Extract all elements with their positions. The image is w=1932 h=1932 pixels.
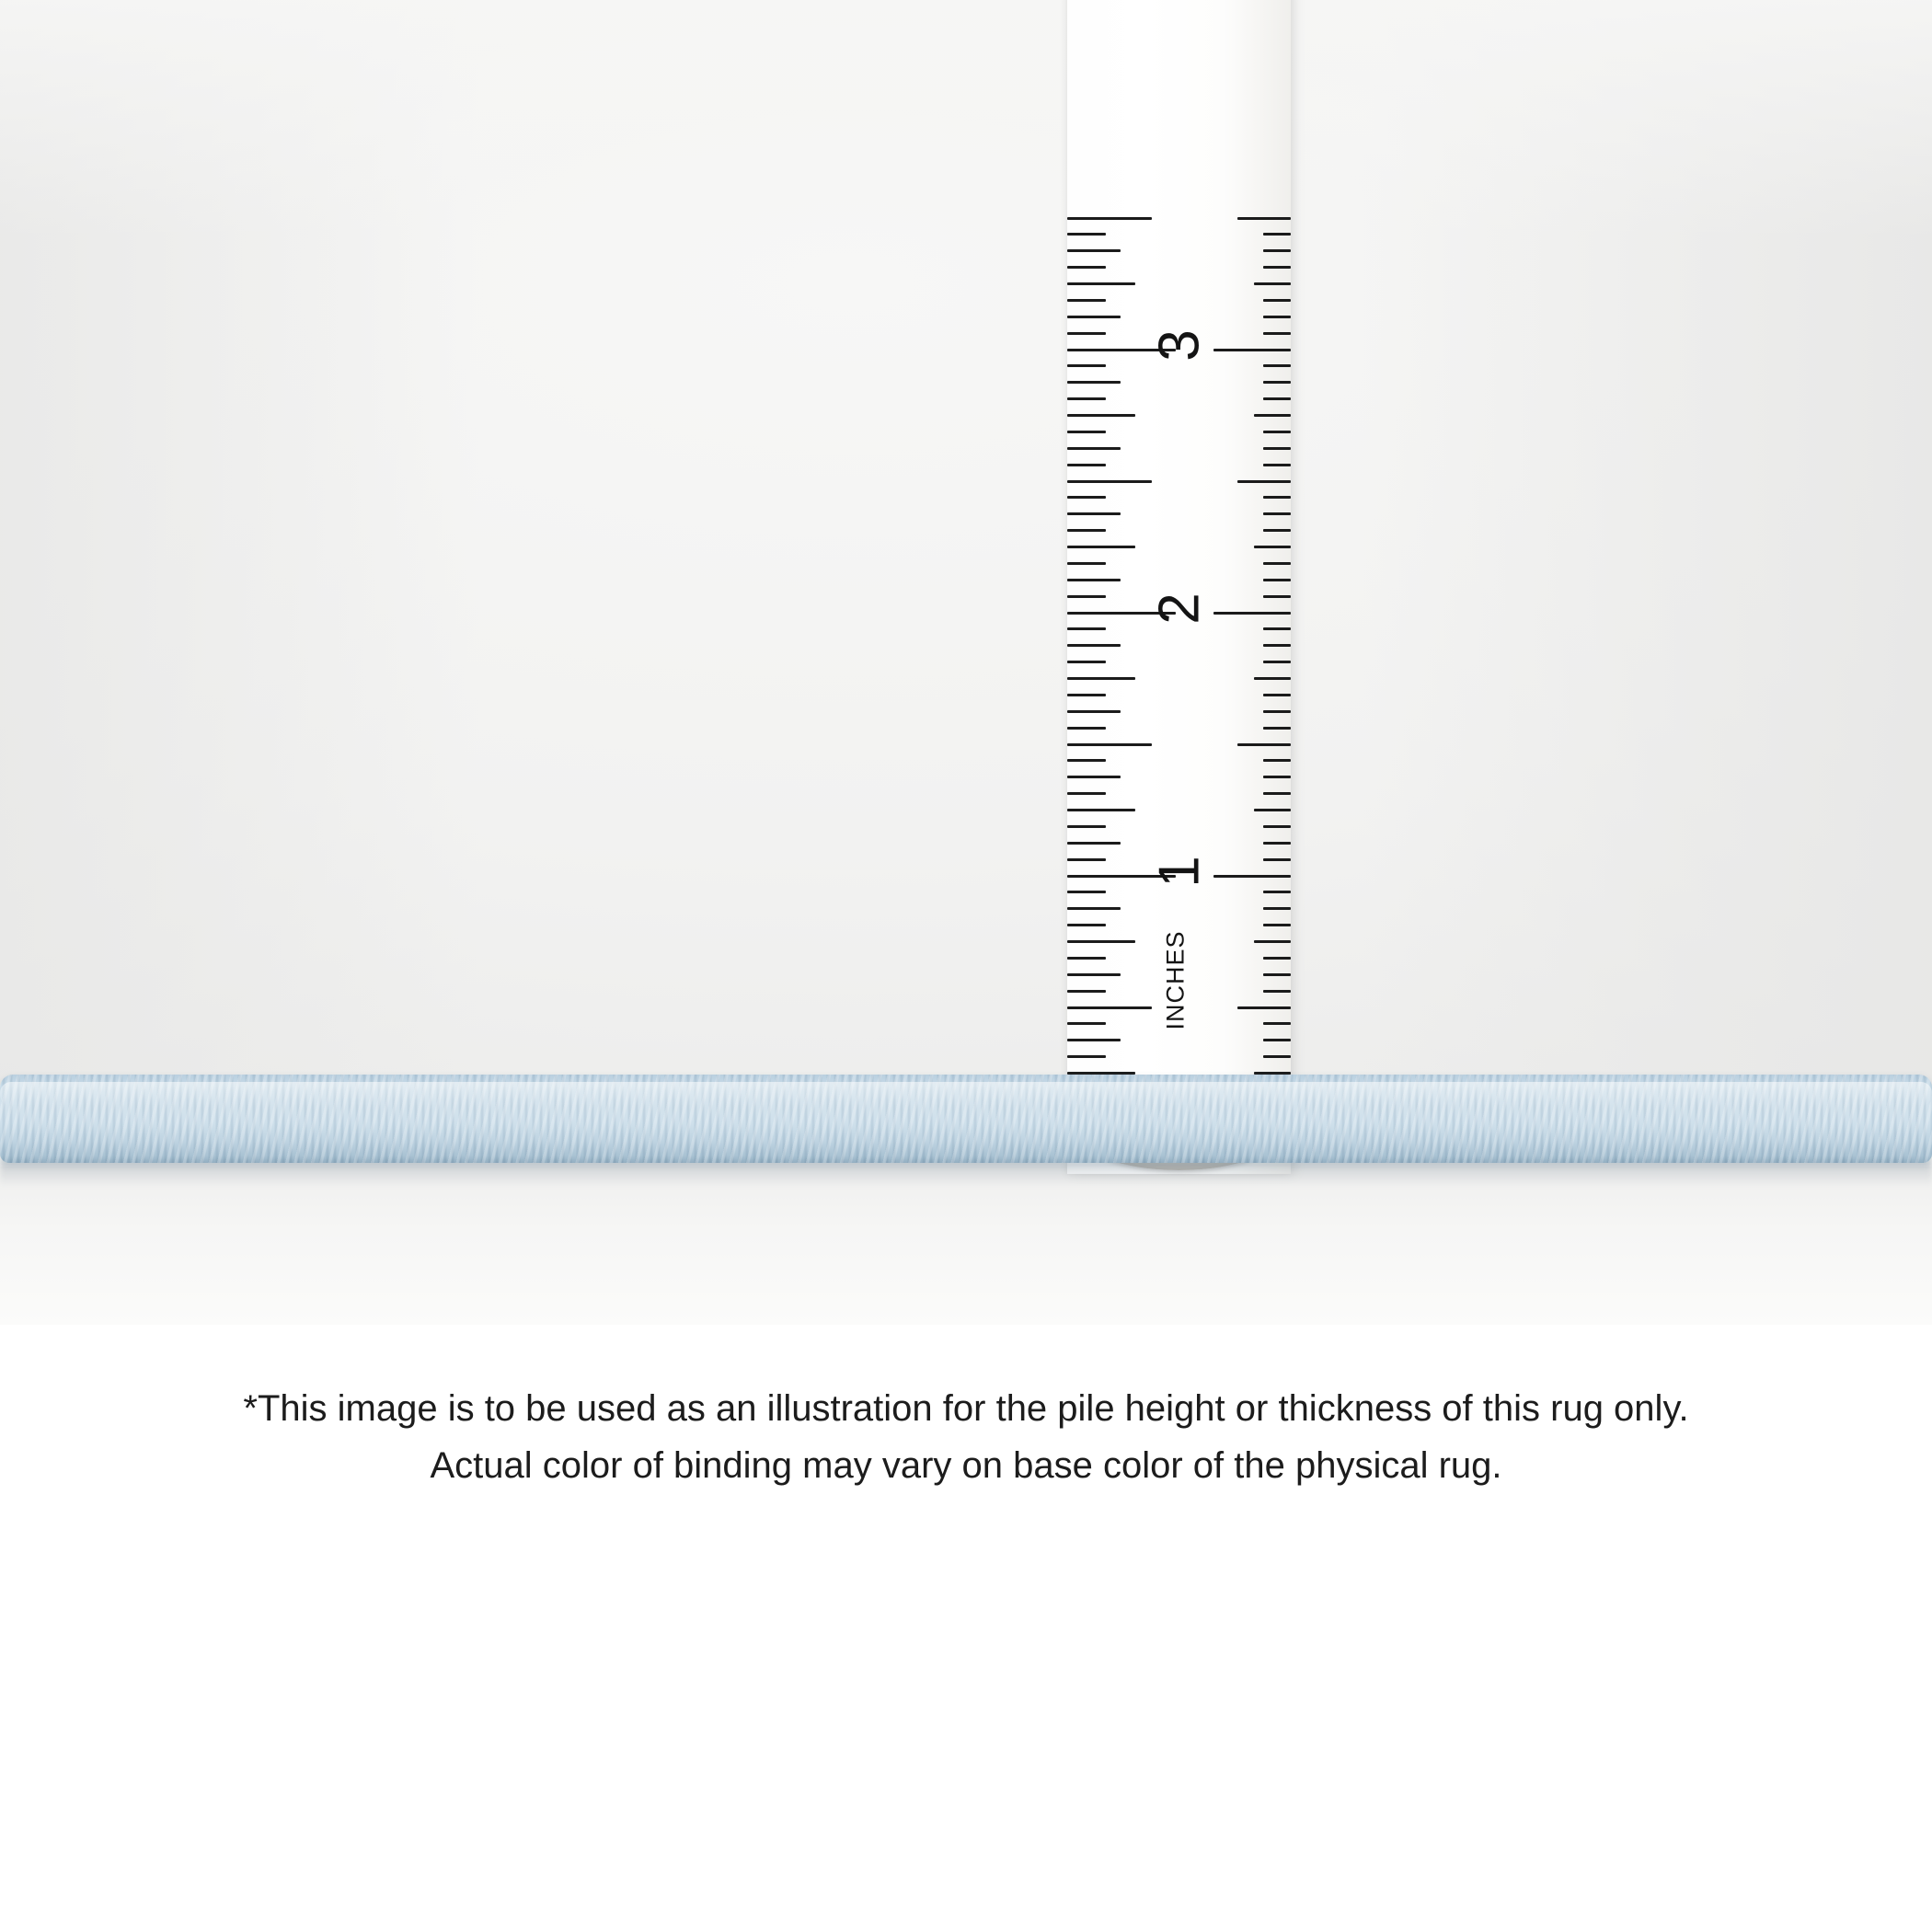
caption-line-2: Actual color of binding may vary on base color of the physical rug. <box>430 1445 1502 1486</box>
ruler-tick <box>1254 809 1291 811</box>
ruler-tick <box>1254 677 1291 680</box>
ruler-tick <box>1067 907 1121 910</box>
ruler-tick <box>1254 282 1291 285</box>
measuring-ruler <box>1067 0 1291 1174</box>
ruler-tick <box>1263 759 1291 762</box>
ruler-tick <box>1263 562 1291 565</box>
ruler-tick <box>1067 364 1106 367</box>
ruler-tick <box>1067 809 1135 811</box>
ruler-tick <box>1067 464 1106 466</box>
ruler-tick <box>1263 1039 1291 1041</box>
ruler-tick <box>1067 217 1152 220</box>
ruler-tick <box>1263 661 1291 663</box>
ruler-tick <box>1263 529 1291 532</box>
ruler-tick <box>1067 233 1106 236</box>
ruler-tick <box>1263 431 1291 433</box>
ruler-tick <box>1067 397 1106 400</box>
ruler-tick <box>1263 1022 1291 1025</box>
ruler-tick <box>1263 776 1291 778</box>
ruler-tick <box>1263 316 1291 318</box>
ruler-tick <box>1263 792 1291 795</box>
ruler-number-label: 3 <box>1147 329 1212 362</box>
ruler-tick <box>1263 957 1291 960</box>
ruler-tick <box>1067 414 1135 417</box>
ruler-tick <box>1067 529 1106 532</box>
ruler-tick <box>1263 694 1291 696</box>
ruler-tick <box>1067 727 1106 730</box>
ruler-tick <box>1067 579 1121 581</box>
ruler-tick <box>1263 1055 1291 1058</box>
caption-block <box>0 1380 1932 1494</box>
ruler-tick <box>1067 627 1106 630</box>
ruler-tick <box>1263 710 1291 713</box>
ruler-tick <box>1263 512 1291 515</box>
ruler-tick <box>1263 858 1291 861</box>
ruler-tick <box>1213 875 1291 878</box>
ruler-tick <box>1067 282 1135 285</box>
ruler-tick <box>1237 743 1291 746</box>
ruler-tick <box>1067 496 1106 499</box>
ruler-tick <box>1263 990 1291 993</box>
ruler-tick <box>1067 447 1121 450</box>
ruler-tick <box>1067 266 1106 269</box>
ruler-tick <box>1263 644 1291 647</box>
ruler-tick <box>1213 349 1291 351</box>
ruler-tick <box>1263 464 1291 466</box>
ruler-tick <box>1067 891 1106 893</box>
ruler-tick <box>1067 480 1152 483</box>
rug-edge <box>0 1067 1932 1170</box>
ruler-tick <box>1067 973 1121 976</box>
ruler-tick <box>1263 381 1291 384</box>
rug-binding-highlight <box>0 1082 1932 1106</box>
backdrop-vignette-top <box>0 0 1932 239</box>
ruler-tick <box>1067 316 1121 318</box>
ruler-tick <box>1067 776 1121 778</box>
ruler-tick <box>1067 792 1106 795</box>
ruler-tick <box>1237 1006 1291 1009</box>
ruler-tick <box>1263 397 1291 400</box>
ruler-tick <box>1067 644 1121 647</box>
ruler-tick <box>1067 842 1121 845</box>
ruler-tick <box>1067 694 1106 696</box>
ruler-tick <box>1263 627 1291 630</box>
ruler-tick <box>1067 924 1106 926</box>
ruler-tick <box>1067 249 1121 252</box>
ruler-number-label: 2 <box>1147 592 1212 625</box>
ruler-tick <box>1067 546 1135 548</box>
ruler-tick <box>1263 266 1291 269</box>
ruler-tick <box>1067 661 1106 663</box>
ruler-tick <box>1237 480 1291 483</box>
ruler-tick <box>1067 299 1106 302</box>
ruler-tick <box>1254 546 1291 548</box>
ruler-tick <box>1263 973 1291 976</box>
ruler-tick <box>1263 727 1291 730</box>
ruler-tick <box>1067 940 1135 943</box>
ruler-tick <box>1067 759 1106 762</box>
ruler-tick <box>1237 217 1291 220</box>
ruler-tick <box>1067 1006 1152 1009</box>
ruler-tick <box>1067 990 1106 993</box>
ruler-tick <box>1067 677 1135 680</box>
ruler-tick <box>1067 858 1106 861</box>
ruler-tick <box>1263 299 1291 302</box>
ruler-tick <box>1067 512 1121 515</box>
surface-below-rug <box>0 1167 1932 1325</box>
ruler-tick <box>1067 1022 1106 1025</box>
ruler-unit-label: INCHES <box>1161 930 1190 1030</box>
ruler-tick <box>1067 825 1106 828</box>
ruler-tick <box>1067 1039 1121 1041</box>
ruler-tick <box>1263 233 1291 236</box>
ruler-tick <box>1254 940 1291 943</box>
ruler-tick <box>1263 332 1291 335</box>
ruler-tick <box>1263 595 1291 598</box>
ruler-tick <box>1254 414 1291 417</box>
ruler-tick <box>1263 842 1291 845</box>
ruler-tick <box>1067 332 1106 335</box>
ruler-tick <box>1263 907 1291 910</box>
ruler-tick <box>1263 891 1291 893</box>
ruler-number-label: 1 <box>1147 856 1212 888</box>
ruler-tick <box>1213 612 1291 615</box>
ruler-tick <box>1263 447 1291 450</box>
ruler-tick <box>1263 825 1291 828</box>
ruler-tick <box>1263 496 1291 499</box>
ruler-tick <box>1263 579 1291 581</box>
ruler-tick <box>1067 957 1106 960</box>
ruler-tick <box>1067 595 1106 598</box>
ruler-tick <box>1263 249 1291 252</box>
ruler-tick <box>1067 562 1106 565</box>
ruler-tick <box>1067 743 1152 746</box>
ruler-tick <box>1067 710 1121 713</box>
ruler-tick <box>1067 1055 1106 1058</box>
ruler-tick <box>1067 381 1121 384</box>
ruler-tick <box>1263 924 1291 926</box>
ruler-tick <box>1263 364 1291 367</box>
caption-line-1: *This image is to be used as an illustration for the pile height or thickness of this rug only. <box>243 1388 1689 1429</box>
ruler-tick <box>1067 431 1106 433</box>
